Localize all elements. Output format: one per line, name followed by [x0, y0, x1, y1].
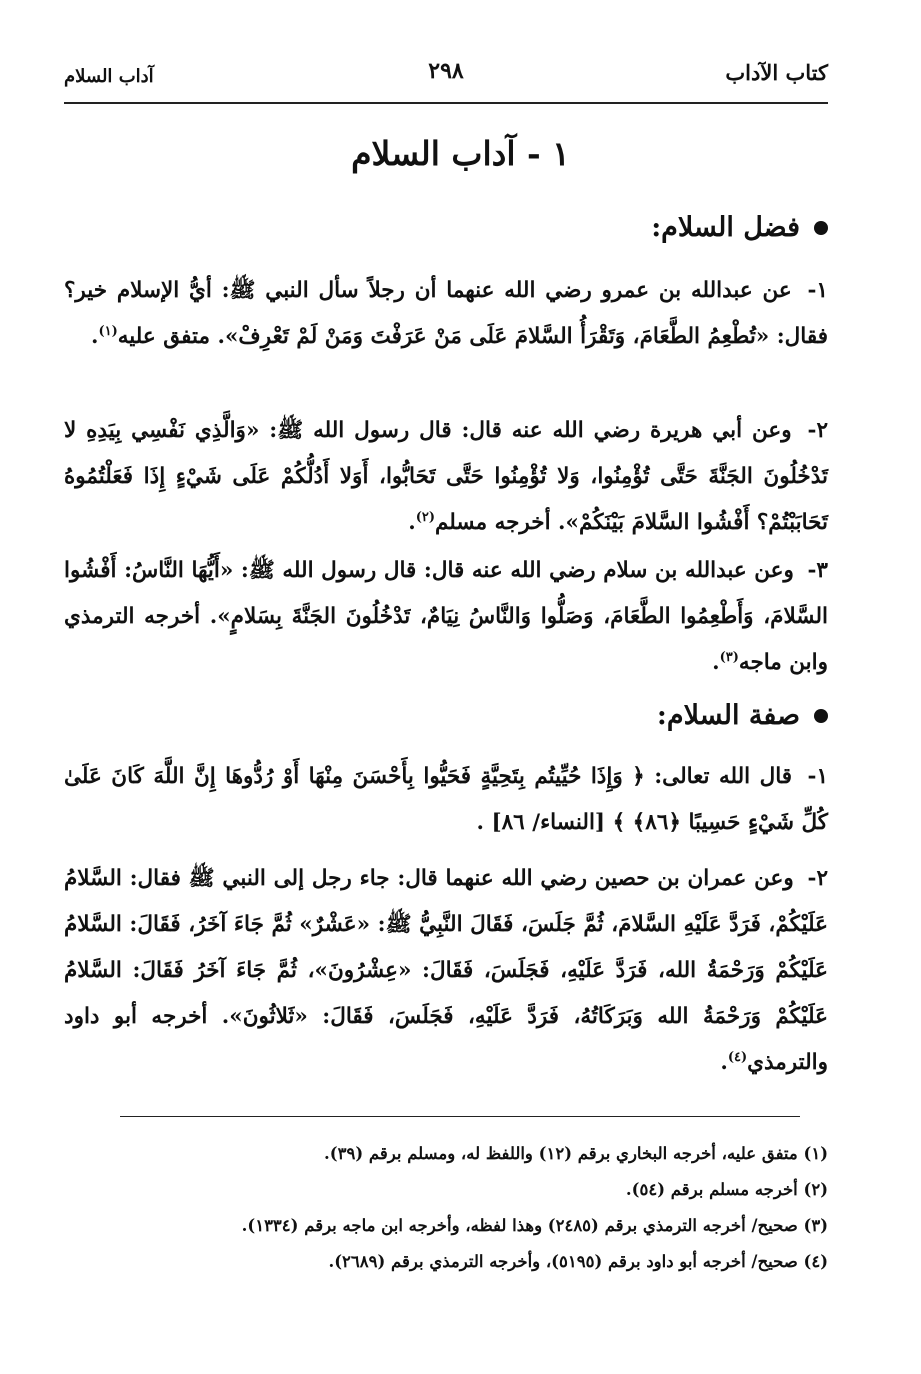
footnote-item: (١) متفق عليه، أخرجه البخاري برقم (١٢) واللفظ له، ومسلم برقم (٣٩).	[324, 1144, 828, 1163]
page-number: ٢٩٨	[428, 58, 464, 84]
footnote-item: (٤) صحيح/ أخرجه أبو داود برقم (٥١٩٥)، وأخرجه الترمذي برقم (٢٦٨٩).	[328, 1252, 828, 1271]
paragraph-number: ٢-	[807, 866, 828, 891]
paragraph-text: قال الله تعالى: ﴿ وَإِذَا حُيِّيتُم بِتَحِيَّةٍ فَحَيُّوا بِأَحْسَنَ مِنْهَا أَوْ رُدُّوهَا إِنَّ اللَّهَ كَانَ عَلَىٰ كُلِّ شَيْءٍ حَسِيبًا ﴿٨٦﴾ ﴾ [النساء/ ٨٦] .	[64, 764, 828, 835]
paragraph-end: .	[712, 650, 720, 675]
bullet-icon	[814, 221, 828, 235]
hadith-paragraph	[64, 548, 828, 686]
footnotes	[64, 1136, 828, 1280]
footnote-item: (٢) أخرجه مسلم برقم (٥٤).	[625, 1180, 828, 1199]
footnote-ref[interactable]: (٣)	[719, 649, 739, 665]
section-heading-text: فضل السلام:	[651, 212, 800, 243]
paragraph-text: عن عبدالله بن عمرو رضي الله عنهما أن رجلاً سأل النبي ﷺ: أيُّ الإسلام خير؟ فقال: «تُطْعِمُ الطَّعَامَ، وَتَقْرَأُ السَّلامَ عَلَى مَنْ عَرَفْتَ وَمَنْ لَمْ تَعْرِفْ». متفق عليه	[64, 278, 828, 349]
running-header	[64, 56, 828, 104]
book-title: كتاب الآداب	[725, 60, 828, 85]
paragraph-end: .	[90, 324, 99, 349]
section-heading-virtue	[651, 212, 828, 243]
paragraph-text: وعن أبي هريرة رضي الله عنه قال: قال رسول الله ﷺ: «وَالَّذِي نَفْسِي بِيَدِهِ لا تَدْخُلُونَ الجَنَّةَ حَتَّى تُؤْمِنُوا، وَلا تُؤْمِنُوا حَتَّى تَحَابُّوا، أَوَلا أَدُلُّكُمْ عَلَى شَيْءٍ إِذَا فَعَلْتُمُوهُ تَحَابَبْتُمْ؟ أَفْشُوا السَّلامَ بَيْنَكُمْ». أخرجه مسلم	[64, 418, 828, 535]
footnote-divider	[120, 1116, 800, 1117]
chapter-running-title: آداب السلام	[64, 66, 154, 87]
footnote-item: (٣) صحيح/ أخرجه الترمذي برقم (٢٤٨٥) وهذا لفظه، وأخرجه ابن ماجه برقم (١٣٣٤).	[241, 1216, 828, 1235]
footnote-ref[interactable]: (٤)	[727, 1049, 748, 1065]
paragraph-number: ١-	[807, 278, 828, 303]
paragraph-end: .	[408, 510, 416, 535]
paragraph-number: ١-	[807, 764, 828, 789]
paragraph-number: ٢-	[807, 418, 828, 443]
paragraph-end: .	[720, 1050, 728, 1075]
chapter-heading: ١ - آداب السلام	[351, 134, 570, 173]
paragraph-text: وعن عمران بن حصين رضي الله عنهما قال: جاء رجل إلى النبي ﷺ فقال: السَّلامُ عَلَيْكُمْ، فَرَدَّ عَلَيْهِ السَّلامَ، ثُمَّ جَلَسَ، فَقَالَ النَّبِيُّ ﷺ: «عَشْرٌ» ثُمَّ جَاءَ آخَرُ، فَقَالَ: السَّلامُ عَلَيْكُمْ وَرَحْمَةُ الله، فَرَدَّ عَلَيْهِ، فَجَلَسَ، فَقَالَ: «عِشْرُونَ»، ثُمَّ جَاءَ آخَرُ فَقَالَ: السَّلامُ عَلَيْكُمْ وَرَحْمَةُ الله وَبَرَكَاتُهُ، فَرَدَّ عَلَيْهِ، فَجَلَسَ، فَقَالَ: «ثَلاثُونَ». أخرجه أبو داود والترمذي	[64, 866, 828, 1075]
section-heading-manner	[657, 700, 828, 731]
hadith-paragraph	[64, 856, 828, 1086]
quran-paragraph	[64, 754, 828, 846]
bullet-icon	[814, 709, 828, 723]
hadith-paragraph	[64, 408, 828, 546]
footnote-ref[interactable]: (٢)	[415, 509, 435, 525]
footnote-ref[interactable]: (١)	[98, 323, 118, 339]
paragraph-text: وعن عبدالله بن سلام رضي الله عنه قال: قال رسول الله ﷺ: «أَيُّهَا النَّاسُ: أَفْشُوا السَّلامَ، وَأَطْعِمُوا الطَّعَامَ، وَصَلُّوا وَالنَّاسُ نِيَامٌ، تَدْخُلُونَ الجَنَّةَ بِسَلامٍ». أخرجه الترمذي وابن ماجه	[64, 558, 828, 675]
hadith-paragraph	[64, 268, 828, 360]
paragraph-number: ٣-	[807, 558, 828, 583]
section-heading-text: صفة السلام:	[656, 700, 800, 731]
